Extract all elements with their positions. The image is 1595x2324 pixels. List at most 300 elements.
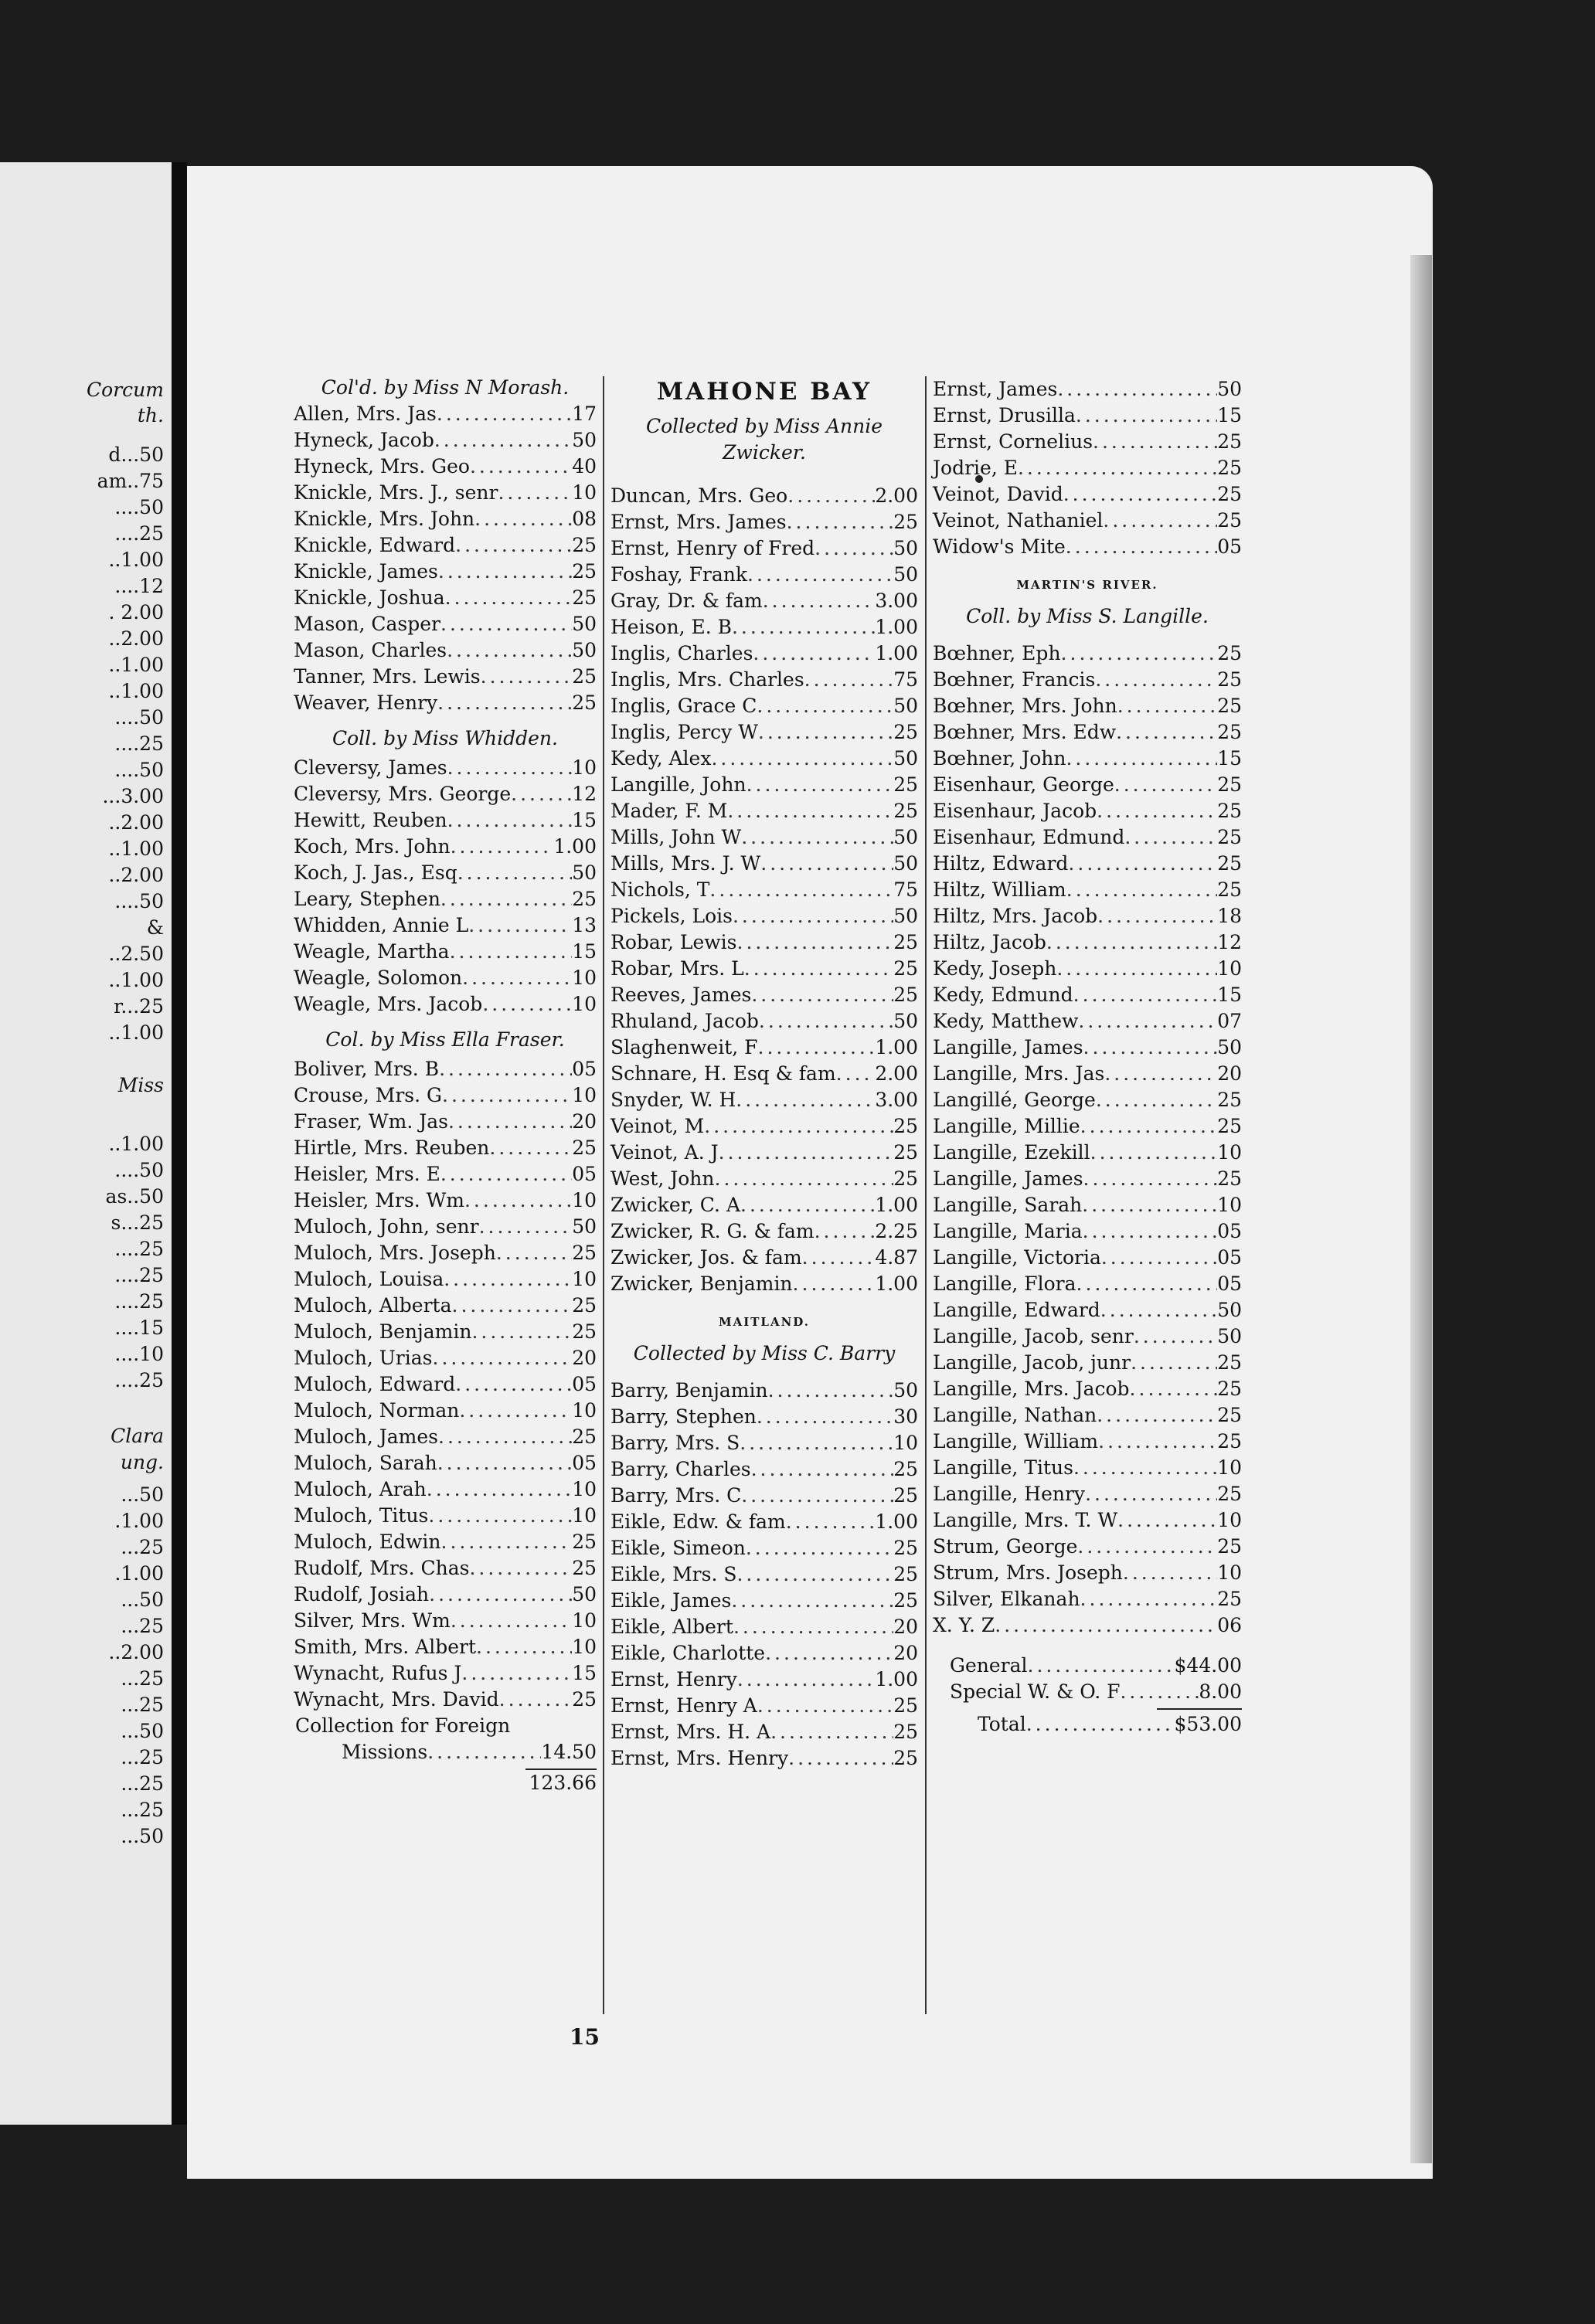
entry-name: Mills, Mrs. J. W [610,852,761,875]
left-fragment-line: ..2.00 [108,811,164,834]
collector-heading: Collected by Miss C. Barry [633,1342,896,1364]
entry-amount: 18 [1217,905,1242,927]
entry-name: Special W. & O. F [950,1680,1121,1703]
entry-amount: 10 [572,993,597,1015]
entry-amount: 50 [893,563,918,586]
entry-amount: 50 [893,852,918,875]
list-item [610,1404,918,1430]
left-fragment-line: ..2.00 [108,864,164,886]
list-item [933,1402,1242,1429]
list-item [294,532,597,559]
entry-amount: 10 [1217,1194,1242,1216]
list-item [933,1035,1242,1061]
entry-amount: 25 [572,1557,597,1579]
special-entry [933,1679,1242,1705]
total-entry [933,1711,1242,1738]
list-item [933,1586,1242,1612]
entry-name: Whidden, Annie L [294,914,469,936]
list-item [294,664,597,690]
list-item [294,965,597,991]
left-fragment-line: Clara [111,1425,164,1447]
column-rule [603,376,604,2014]
entry-amount: 3.00 [875,1089,918,1111]
entry-name: Silver, Mrs. Wm [294,1609,451,1632]
entry-amount: 05 [1217,1246,1242,1269]
entry-amount: 1.00 [875,1510,918,1533]
list-item [933,693,1242,719]
entry-amount: 50 [572,613,597,635]
left-fragment-line: ung. [120,1451,164,1473]
list-item [933,1113,1242,1140]
entry-amount: 50 [1217,378,1242,400]
entry-name: Muloch, Edward [294,1373,456,1395]
entry-amount: 15 [572,1662,597,1684]
list-item [294,1529,597,1555]
left-fragment-line: ..2.50 [108,943,164,965]
entry-amount: 25 [893,1721,918,1743]
left-fragment-line: ....50 [114,759,164,781]
entry-amount: 12 [1217,931,1242,953]
list-item [933,1376,1242,1402]
page [187,166,1433,2179]
entry-name: Reeves, James [610,984,752,1006]
entry-amount: 1.00 [875,1036,918,1058]
entry-name: Inglis, Charles [610,642,753,664]
entry-amount: 25 [1217,1588,1242,1610]
entry-amount: 05 [1217,535,1242,558]
entry-name: Langille, Flora [933,1272,1076,1295]
entry-amount: 05 [1217,1220,1242,1242]
left-fragment-line: ...50 [121,1825,164,1847]
entry-amount: $53.00 [1174,1713,1242,1735]
entry-amount: 50 [572,1583,597,1605]
list-item [610,746,918,772]
entry-name: Hiltz, Jacob [933,931,1046,953]
entry-name: Ernst, Mrs. Henry [610,1747,789,1769]
entry-name: Langille, Millie [933,1115,1080,1137]
entry-name: Knickle, James [294,560,438,583]
entry-name: Widow's Mite [933,535,1066,558]
list-item [933,1612,1242,1639]
left-fragment-line: ....50 [114,706,164,729]
entry-name: Langille, Maria [933,1220,1083,1242]
list-item [610,1745,918,1772]
left-fragment-line: ...50 [121,1588,164,1611]
entry-amount: 25 [572,1688,597,1711]
entry-amount: 05 [572,1163,597,1185]
entry-name: Eikle, Edw. & fam [610,1510,786,1533]
list-item [610,1640,918,1667]
entry-name: Hiltz, Mrs. Jacob [933,905,1098,927]
entry-name: Langille, James [933,1036,1083,1058]
entry-amount: 14.50 [541,1741,597,1763]
entry-name: Mason, Casper [294,613,440,635]
entry-name: Bœhner, Mrs. John [933,695,1117,717]
left-fragment-line: ....50 [114,1159,164,1181]
entry-amount: 25 [893,1484,918,1507]
entry-name: Kedy, Matthew [933,1010,1079,1032]
entry-name: Muloch, Edwin [294,1531,441,1553]
entry-name: Muloch, Louisa [294,1268,444,1290]
entry-name: Muloch, Titus [294,1504,429,1527]
left-fragment-line: ...25 [121,1799,164,1821]
list-item [294,755,597,781]
entry-name: Nichols, T [610,878,710,901]
entry-amount: 50 [893,1010,918,1032]
entry-amount: 25 [1217,852,1242,875]
entry-amount: 50 [893,826,918,848]
collector-heading: Collected by Miss Annie [645,415,883,437]
list-item [294,1582,597,1608]
list-item [294,611,597,637]
left-fragment-line: ..1.00 [108,838,164,860]
entry-name: Heison, E. B [610,616,732,638]
collection-label: Collection for Foreign [295,1714,511,1737]
left-fragment-line: ....25 [114,732,164,755]
entry-name: Hyneck, Jacob [294,429,434,451]
list-item [610,956,918,982]
list-item [610,1614,918,1640]
left-fragment-line: ...25 [121,1536,164,1558]
entry-amount: 10 [572,481,597,504]
entry-amount: 25 [572,534,597,556]
left-fragment-line: s...25 [111,1211,164,1234]
entry-name: Snyder, W. H [610,1089,736,1111]
page-number: 15 [570,2024,600,2050]
entry-name: Muloch, Mrs. Joseph [294,1242,496,1264]
entry-amount: 25 [1217,826,1242,848]
entry-name: Muloch, Norman [294,1399,460,1422]
entry-amount: 25 [893,1694,918,1717]
list-item [294,1371,597,1398]
left-fragment-line: ....12 [114,575,164,597]
entry-name: Muloch, Arah [294,1478,427,1500]
entry-name: Bœhner, John [933,747,1066,770]
entry-name: Cleversy, James [294,756,447,779]
entry-amount: 30 [893,1405,918,1428]
entry-name: Kedy, Edmund [933,984,1073,1006]
list-item [610,1561,918,1588]
entry-amount: 25 [1217,1089,1242,1111]
list-item [610,1509,918,1535]
list-item [610,719,918,746]
entry-name: Silver, Elkanah [933,1588,1080,1610]
collector-heading: Coll. by Miss S. Langille. [966,605,1209,627]
entry-name: Muloch, Sarah [294,1452,437,1474]
collector-heading: Coll. by Miss Whidden. [332,727,558,749]
entry-name: Eisenhaur, George [933,773,1114,796]
list-item [933,1534,1242,1560]
left-fragment-line: Corcum [87,379,164,401]
entry-amount: 25 [893,1537,918,1559]
entry-amount: 10 [572,1636,597,1658]
entry-amount: 25 [1217,457,1242,479]
entry-amount: 25 [1217,1483,1242,1505]
list-item [294,1161,597,1187]
entry-name: Strum, George [933,1535,1078,1558]
entry-name: Rudolf, Josiah [294,1583,430,1605]
list-item [294,401,597,427]
entry-amount: 25 [1217,668,1242,691]
entry-amount: 3.00 [875,589,918,612]
entry-amount: 2.25 [875,1220,918,1242]
entry-name: Langille, William [933,1430,1099,1452]
left-page-fragment [0,162,172,2125]
entry-amount: 25 [572,1242,597,1264]
entry-amount: 25 [1217,695,1242,717]
entry-amount: 25 [572,1425,597,1448]
subsection-title: MARTIN'S RIVER. [1016,578,1158,592]
entry-amount: 10 [893,1432,918,1454]
list-item [933,1166,1242,1192]
collection-entry [294,1739,597,1765]
entry-name: Langille, Henry [933,1483,1086,1505]
entry-amount: 50 [893,537,918,559]
entry-name: Zwicker, R. G. & fam [610,1220,815,1242]
left-fragment-line: ....25 [114,1238,164,1260]
entry-list [294,1056,597,1713]
list-item [610,509,918,535]
list-item [294,781,597,807]
entry-name: Langille, Jacob, junr [933,1351,1131,1374]
list-item [294,1608,597,1634]
entry-name: Veinot, David [933,483,1063,505]
entry-name: Zwicker, Jos. & fam [610,1246,802,1269]
list-item [294,1476,597,1503]
list-item [294,1634,597,1660]
entry-name: Weagle, Martha [294,940,450,963]
entry-name: Wynacht, Rufus J [294,1662,462,1684]
list-item [294,1319,597,1345]
list-item [294,1082,597,1109]
list-item [610,1456,918,1483]
entry-amount: 25 [1217,773,1242,796]
list-item [933,929,1242,956]
collector-heading: Zwicker. [723,441,806,464]
list-item [610,1483,918,1509]
entry-name: Weagle, Mrs. Jacob [294,993,483,1015]
entry-name: Hewitt, Reuben [294,809,447,831]
list-item [294,1503,597,1529]
entry-name: Missions [342,1741,428,1763]
entry-name: General [950,1654,1028,1677]
entry-amount: 25 [572,665,597,688]
entry-amount: 25 [893,1141,918,1164]
entry-name: Duncan, Mrs. Geo [610,484,788,507]
entry-name: Muloch, Benjamin [294,1320,472,1343]
entry-name: Muloch, James [294,1425,438,1448]
entry-amount: 25 [572,586,597,609]
list-item [933,1218,1242,1245]
entry-amount: 25 [893,773,918,796]
entry-name: Ernst, Mrs. James [610,511,787,533]
list-item [294,559,597,585]
entry-name: Inglis, Percy W [610,721,758,743]
list-item [294,1187,597,1214]
entry-name: Mills, John W [610,826,742,848]
entry-amount: 25 [893,1167,918,1190]
list-item [610,1140,918,1166]
list-item [933,1061,1242,1087]
list-item [294,834,597,860]
left-fragment-line: ...25 [121,1615,164,1637]
list-item [294,912,597,939]
entry-name: Langille, Jacob, senr [933,1325,1134,1347]
list-item [610,1245,918,1271]
entry-amount: 8.00 [1199,1680,1242,1703]
entry-name: Mader, F. M [610,800,728,822]
left-fragment-line: ..1.00 [108,680,164,702]
entry-name: Inglis, Mrs. Charles [610,668,804,691]
entry-amount: 15 [572,809,597,831]
left-fragment-line: ..1.00 [108,549,164,571]
entry-name: Knickle, Edward [294,534,456,556]
list-item [610,483,918,509]
list-item [610,798,918,824]
list-item [610,1667,918,1693]
entry-amount: 10 [572,967,597,989]
entry-amount: 20 [572,1110,597,1133]
entry-name: Bœhner, Mrs. Edw [933,721,1117,743]
entry-amount: 40 [572,455,597,477]
left-fragment-line: ..1.00 [108,1021,164,1044]
entry-amount: 25 [1217,509,1242,532]
list-item [933,798,1242,824]
left-fragment-line: & [146,916,164,939]
entry-amount: 25 [572,1294,597,1317]
entry-amount: 25 [893,1458,918,1480]
entry-name: Cleversy, Mrs. George [294,783,512,805]
list-item [933,1245,1242,1271]
list-item [933,982,1242,1008]
entry-amount: 10 [572,1504,597,1527]
entry-list [933,376,1242,560]
entry-list [610,1378,918,1772]
entry-amount: 25 [572,560,597,583]
list-item [933,455,1242,481]
entry-name: Zwicker, Benjamin [610,1272,793,1295]
list-item [933,534,1242,560]
list-item [933,1507,1242,1534]
left-fragment-line: r...25 [114,995,164,1018]
entry-name: Heisler, Mrs. E [294,1163,440,1185]
list-item [610,903,918,929]
entry-name: Eikle, Albert [610,1616,733,1638]
entry-amount: 10 [1217,1141,1242,1164]
entry-name: Ernst, Henry [610,1668,737,1690]
list-item [933,824,1242,851]
list-item [294,454,597,480]
entry-name: Barry, Mrs. S [610,1432,740,1454]
entry-name: Langille, Edward [933,1299,1100,1321]
entry-name: Gray, Dr. & fam [610,589,763,612]
entry-list [294,401,597,716]
list-item [294,886,597,912]
list-item [933,956,1242,982]
list-item [933,1323,1242,1350]
list-item [610,667,918,693]
entry-amount: 10 [1217,1509,1242,1531]
entry-amount: 25 [893,984,918,1006]
left-fragment-line: ..2.00 [108,627,164,650]
entry-name: Heisler, Mrs. Wm [294,1189,464,1211]
list-item [933,1455,1242,1481]
entry-amount: 05 [572,1058,597,1080]
left-fragment-line: ....25 [114,1264,164,1286]
list-item [933,772,1242,798]
list-item [933,403,1242,429]
entry-amount: 25 [572,1531,597,1553]
entry-name: Langillé, George [933,1089,1096,1111]
list-item [933,719,1242,746]
entry-amount: 25 [1217,1378,1242,1400]
entry-amount: 1.00 [875,616,918,638]
entry-name: Langille, Mrs. Jacob [933,1378,1130,1400]
list-item [610,1061,918,1087]
entry-amount: 25 [1217,1430,1242,1452]
left-fragment-line: .1.00 [114,1510,164,1532]
list-item [933,1192,1242,1218]
list-item [610,1008,918,1035]
list-item [933,1297,1242,1323]
entry-name: Boliver, Mrs. B [294,1058,440,1080]
entry-amount: 50 [893,905,918,927]
entry-name: Hiltz, William [933,878,1066,901]
entry-name: Slaghenweit, F [610,1036,758,1058]
entry-amount: 12 [572,783,597,805]
list-item [294,1293,597,1319]
entry-name: Ernst, Drusilla [933,404,1076,426]
left-fragment-line: .1.00 [114,1562,164,1585]
entry-name: Barry, Charles [610,1458,751,1480]
entry-amount: 25 [1217,430,1242,453]
entry-name: X. Y. Z [933,1614,995,1636]
list-item [933,1560,1242,1586]
entry-amount: 50 [572,861,597,884]
column-2 [610,375,918,1772]
entry-name: Knickle, Mrs. J., senr [294,481,498,504]
left-fragment-line: ....25 [114,522,164,545]
entry-name: Hiltz, Edward [933,852,1069,875]
subsection-title: MAITLAND. [718,1315,810,1329]
entry-name: Schnare, H. Esq & fam [610,1062,836,1085]
entry-amount: 25 [1217,1404,1242,1426]
list-item [933,1429,1242,1455]
entry-name: Ernst, Henry A [610,1694,757,1717]
entry-name: Total [978,1713,1026,1735]
entry-name: Kedy, Joseph [933,957,1057,980]
list-item [610,1693,918,1719]
entry-name: Veinot, M [610,1115,705,1137]
left-fragment-line: d...50 [108,443,164,466]
entry-amount: 25 [572,691,597,714]
entry-amount: 1.00 [553,835,597,858]
list-item [294,1135,597,1161]
entry-amount: 25 [572,1320,597,1343]
book-gutter [172,162,187,2125]
entry-name: Fraser, Wm. Jas [294,1110,448,1133]
entry-amount: 25 [893,511,918,533]
list-item [610,1166,918,1192]
list-item [294,585,597,611]
entry-list [294,755,597,1018]
list-item [610,640,918,667]
entry-amount: 05 [572,1373,597,1395]
left-fragment-line: ....50 [114,890,164,912]
list-item [610,562,918,588]
list-item [610,772,918,798]
left-fragment-line: ....50 [114,496,164,518]
